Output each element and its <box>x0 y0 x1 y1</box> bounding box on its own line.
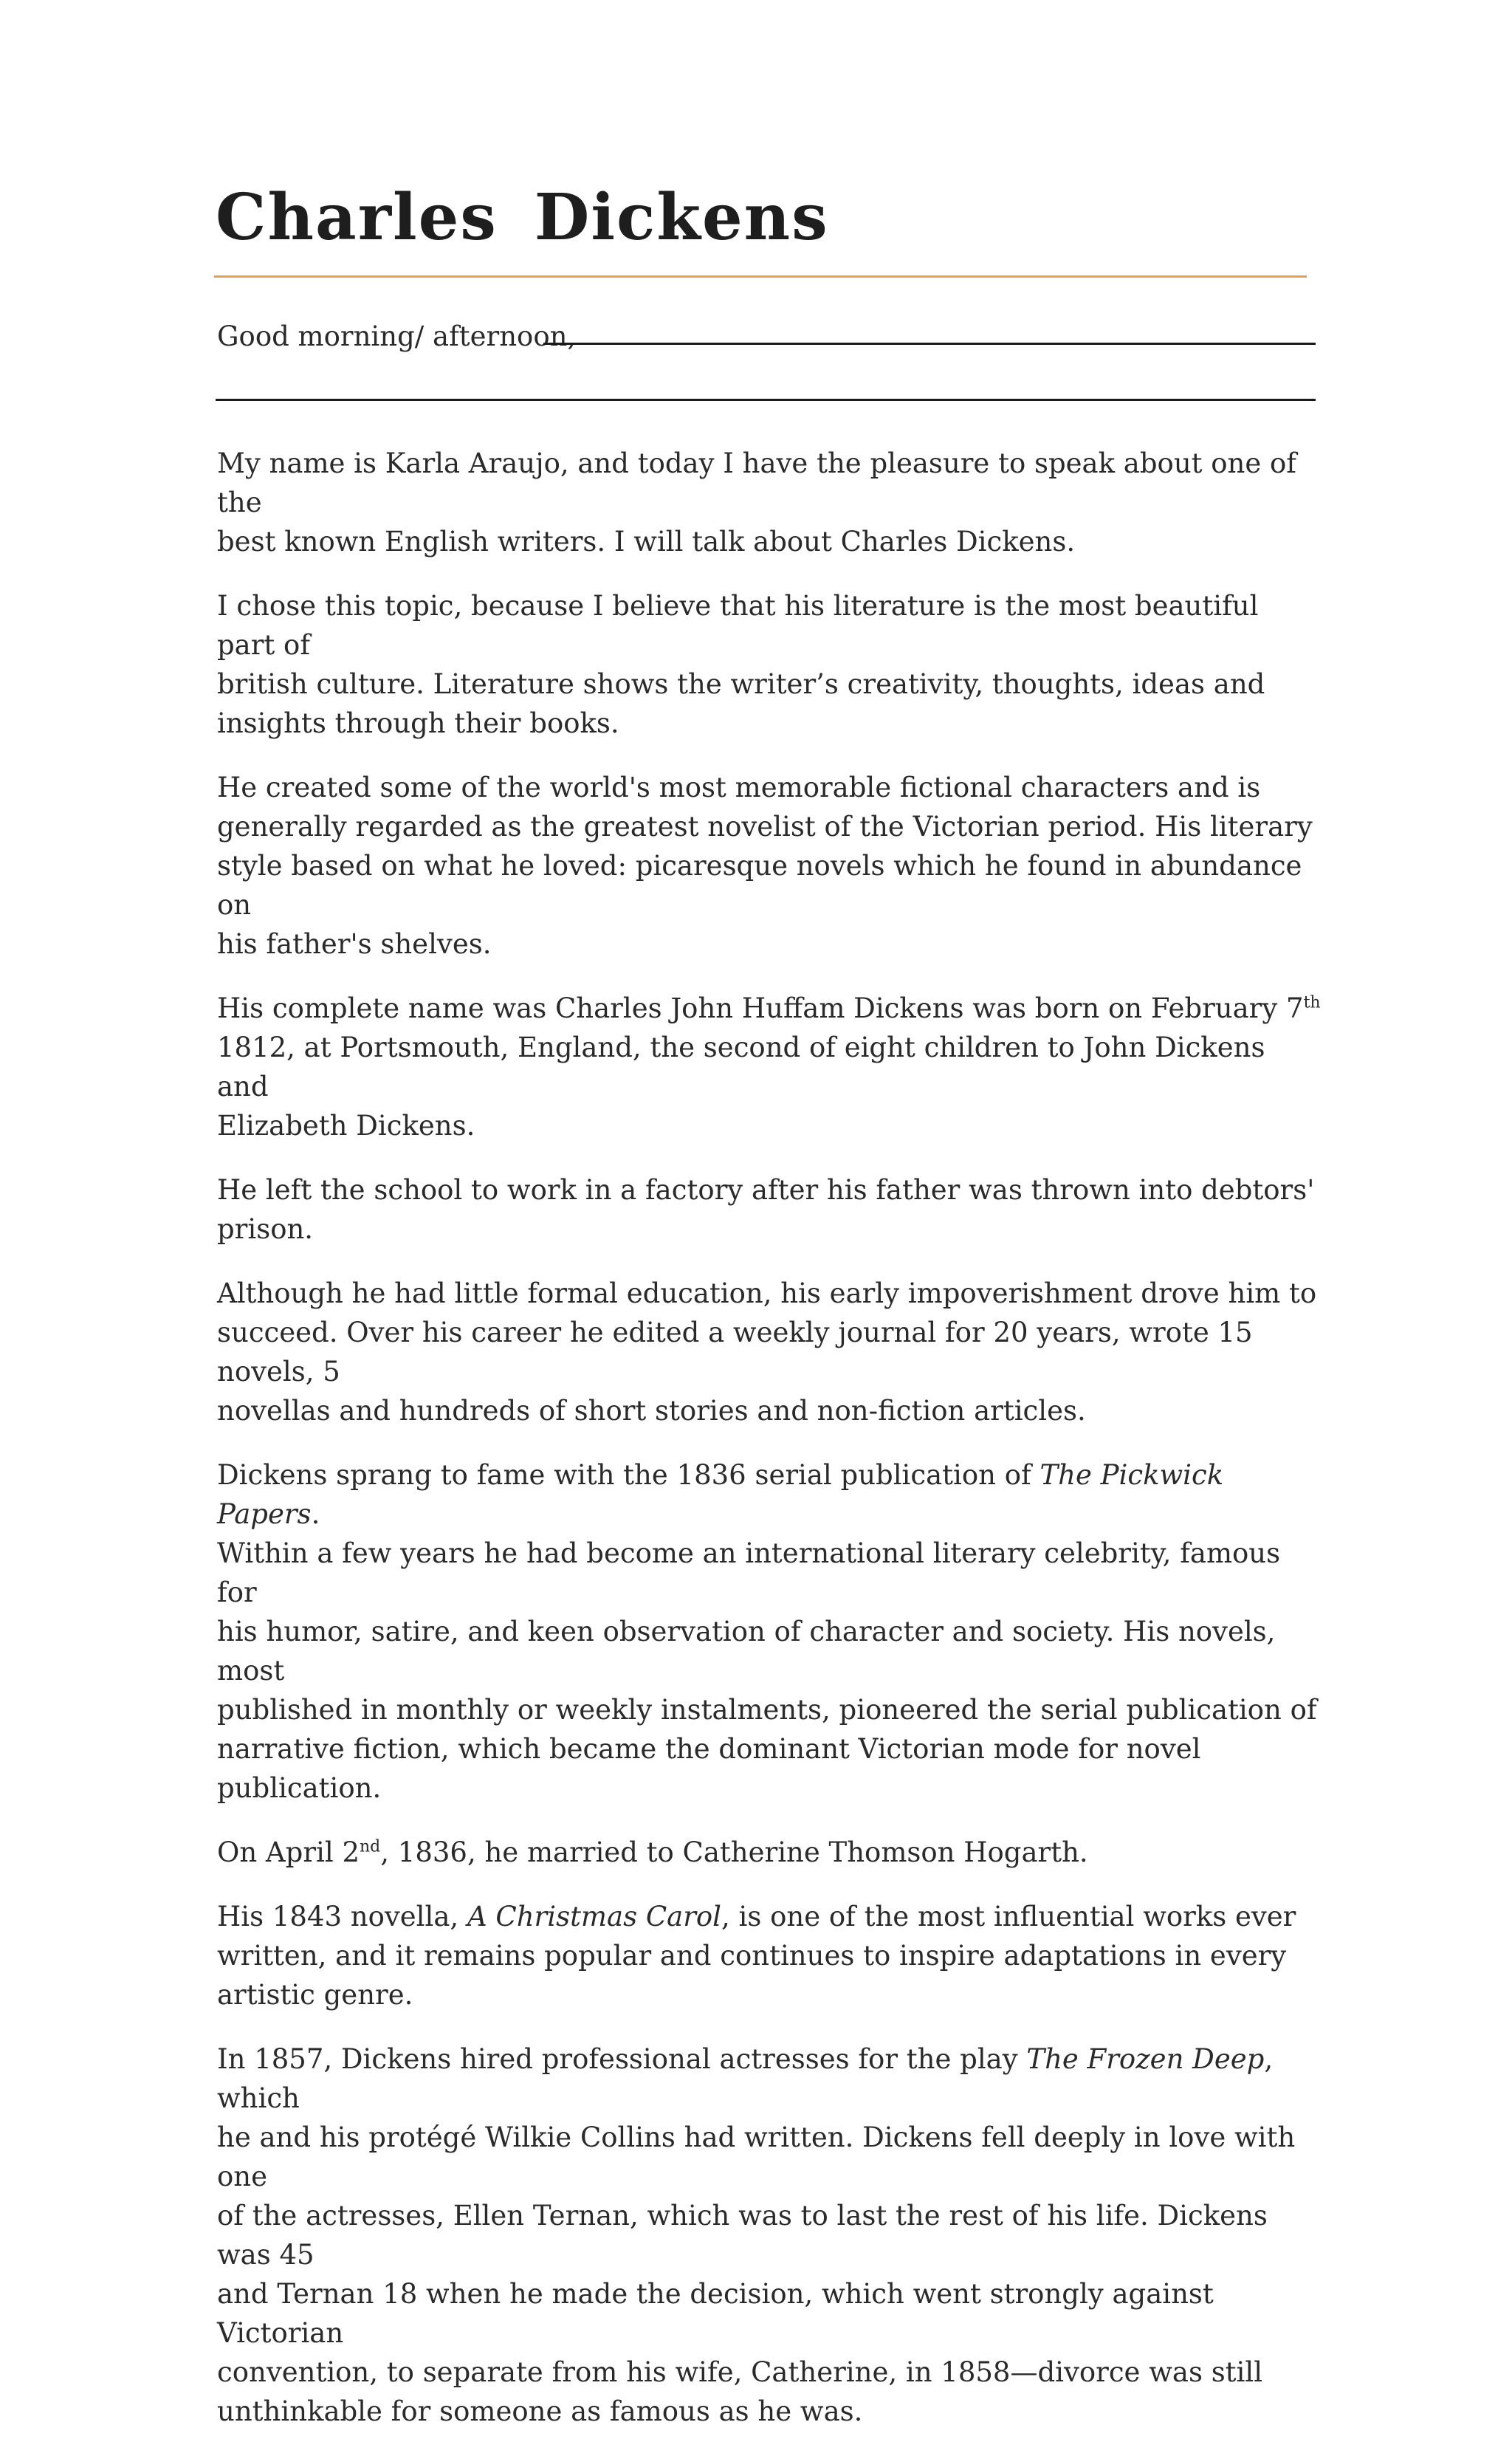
paragraph-carol-text: His 1843 novella, <box>217 1901 467 1932</box>
paragraph-carol-text-cont: , is one of the most influential works ever written, and it remains popular and continues to inspire adaptations in every artistic genre. <box>217 1901 1296 2011</box>
ordinal-suffix: th <box>1303 993 1321 1012</box>
paragraph-marriage-text: On April 2 <box>217 1836 360 1868</box>
play-title-frozen-deep: The Frozen Deep <box>1026 2043 1265 2075</box>
greeting-fill-line <box>543 343 1316 345</box>
speech-body <box>217 444 1324 2456</box>
paragraph-intro: My name is Karla Araujo, and today I have the pleasure to speak about one of the best known English writers. I will talk about Charles Dickens. <box>217 447 1297 558</box>
paragraph-birth-text: His complete name was Charles John Huffam Dickens was born on February 7 <box>217 992 1304 1024</box>
paragraph-fame-text: Dickens sprang to fame with the 1836 serial publication of <box>217 1459 1040 1491</box>
paragraph-christmas-carol <box>217 1897 1324 2014</box>
paragraph-fame-text-cont: . Within a few years he had become an international literary celebrity, famous for his humor, satire, and keen observation of character and society. His novels, most published in monthly or weekly instalments, pioneered the serial publication of narrative fiction, which became the dominant Victorian mode for novel publication. <box>217 1498 1317 1804</box>
paragraph-topic-choice: I chose this topic, because I believe that his literature is the most beautiful part of british culture. Literature shows the writer’s creativity, thoughts, ideas and insights through their books. <box>217 590 1265 739</box>
blank-fill-line <box>216 399 1316 401</box>
page-title: Charles Dickens <box>216 180 829 255</box>
greeting-text: Good morning/ afternoon, <box>217 320 577 352</box>
paragraph-frozen-text: In 1857, Dickens hired professional actresses for the play <box>217 2043 1027 2075</box>
paragraph-birth <box>217 989 1324 1145</box>
title-underline <box>214 275 1307 278</box>
ordinal-suffix: nd <box>360 1837 381 1856</box>
paragraph-fame <box>217 1455 1324 1808</box>
book-title-christmas-carol: A Christmas Carol <box>467 1901 721 1932</box>
greeting-row <box>217 318 1316 356</box>
paragraph-characters: He created some of the world's most memorable fictional characters and is generally regarded as the greatest novelist of the Victorian period. His literary style based on what he loved: picaresque novels which he found in abundance on his father's shelves. <box>217 772 1313 960</box>
book-title-pickwick: The Pickwick Papers <box>217 1459 1224 1530</box>
paragraph-factory: He left the school to work in a factory after his father was thrown into debtors' prison. <box>217 1174 1315 1245</box>
paragraph-frozen-text-cont: , which he and his protégé Wilkie Collins had written. Dickens fell deeply in love with one of the actresses, Ellen Ternan, which was to last the rest of his life. Dickens was 45 and Ternan 18 when he made the decision, which went strongly against Victorian convention, to separate from his wife, Catherine, in 1858—divorce was still unthinkable for someone as famous as he was. <box>217 2043 1296 2427</box>
paragraph-career: Although he had little formal education, his early impoverishment drove him to succeed. Over his career he edited a weekly journal for 20 years, wrote 15 novels, 5 novellas and hundreds of short stories and non-fiction articles. <box>217 1277 1317 1427</box>
paragraph-birth-text-cont: 1812, at Portsmouth, England, the second of eight children to John Dickens and Elizabeth Dickens. <box>217 1032 1265 1142</box>
paragraph-frozen-deep <box>217 2040 1324 2431</box>
paragraph-marriage-text-cont: , 1836, he married to Catherine Thomson Hogarth. <box>380 1836 1088 1868</box>
paragraph-marriage <box>217 1833 1324 1872</box>
